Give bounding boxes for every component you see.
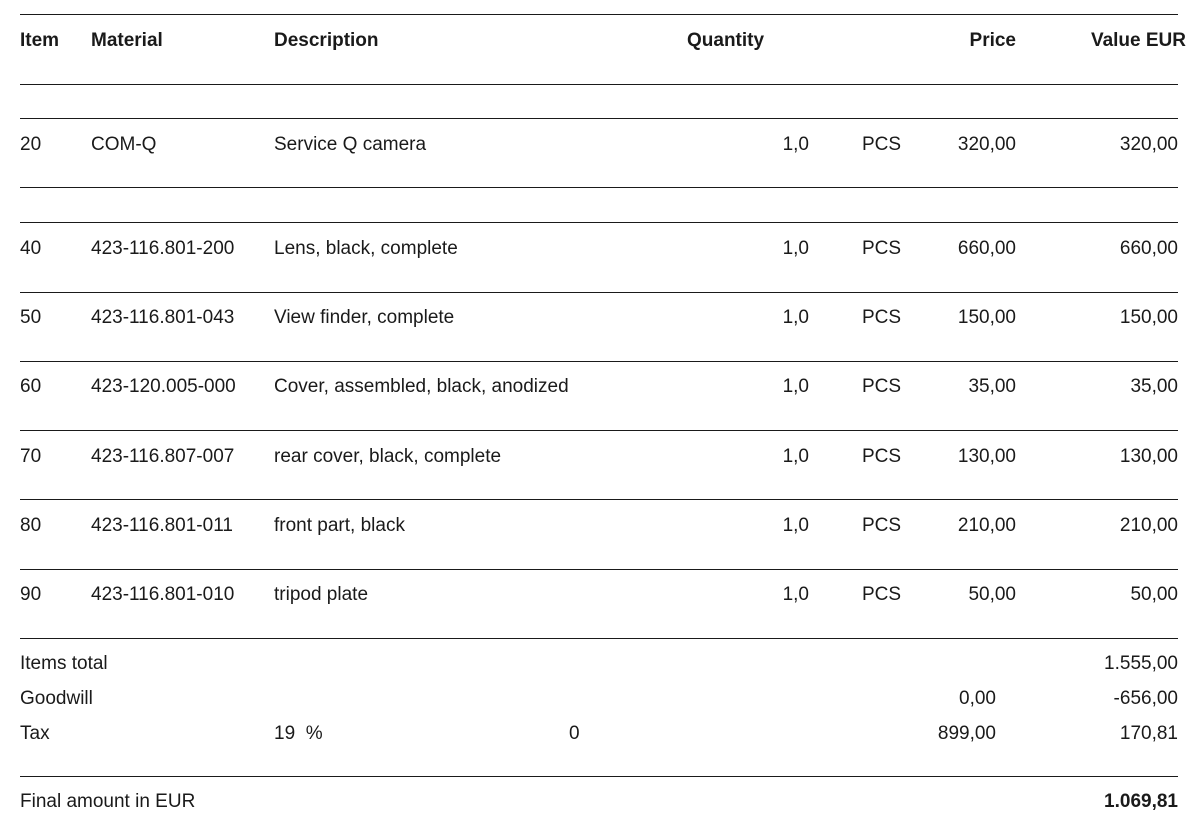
rule-row-90-bottom bbox=[20, 638, 1178, 639]
goodwill-label: Goodwill bbox=[20, 688, 93, 709]
row-item: 80 bbox=[20, 515, 42, 536]
row-description: Lens, black, complete bbox=[274, 238, 458, 259]
row-item: 50 bbox=[20, 307, 42, 328]
final-amount-value: 1.069,81 bbox=[1104, 791, 1178, 812]
row-material: COM-Q bbox=[91, 134, 157, 155]
row-unit: PCS bbox=[862, 446, 902, 467]
row-description: rear cover, black, complete bbox=[274, 446, 502, 467]
row-unit: PCS bbox=[862, 307, 902, 328]
rule-top bbox=[20, 14, 1178, 15]
header-description: Description bbox=[274, 30, 379, 51]
rule-row-50-bottom bbox=[20, 361, 1178, 362]
row-value: 150,00 bbox=[1119, 307, 1178, 328]
row-value: 50,00 bbox=[1130, 584, 1178, 605]
row-quantity: 1,0 bbox=[782, 446, 809, 467]
row-value: 320,00 bbox=[1119, 134, 1178, 155]
final-amount-label: Final amount in EUR bbox=[20, 791, 196, 812]
row-price: 320,00 bbox=[957, 134, 1016, 155]
row-price: 660,00 bbox=[957, 238, 1016, 259]
row-unit: PCS bbox=[862, 584, 902, 605]
row-material: 423-116.807-007 bbox=[91, 446, 235, 467]
header-quantity: Quantity bbox=[687, 30, 765, 51]
goodwill-value: -656,00 bbox=[1113, 688, 1178, 709]
row-quantity: 1,0 bbox=[782, 515, 809, 536]
row-unit: PCS bbox=[862, 238, 902, 259]
goodwill-base: 0,00 bbox=[959, 688, 996, 709]
row-item: 70 bbox=[20, 446, 42, 467]
tax-value: 170,81 bbox=[1119, 723, 1178, 744]
row-quantity: 1,0 bbox=[782, 376, 809, 397]
header-value: Value EUR bbox=[1090, 30, 1186, 51]
row-material: 423-116.801-043 bbox=[91, 307, 235, 328]
row-unit: PCS bbox=[862, 515, 902, 536]
items-total-label: Items total bbox=[20, 653, 108, 674]
row-description: front part, black bbox=[274, 515, 405, 536]
row-price: 35,00 bbox=[968, 376, 1016, 397]
header-item: Item bbox=[20, 30, 60, 51]
row-quantity: 1,0 bbox=[782, 238, 809, 259]
rule-row-80-bottom bbox=[20, 569, 1178, 570]
row-price: 50,00 bbox=[968, 584, 1016, 605]
row-quantity: 1,0 bbox=[782, 134, 809, 155]
row-material: 423-116.801-011 bbox=[91, 515, 233, 536]
row-description: Service Q camera bbox=[274, 134, 427, 155]
row-material: 423-120.005-000 bbox=[91, 376, 236, 397]
rule-row-20-top bbox=[20, 118, 1178, 119]
rule-row-40-bottom bbox=[20, 292, 1178, 293]
row-quantity: 1,0 bbox=[782, 307, 809, 328]
rule-summary-bottom bbox=[20, 776, 1178, 777]
rule-row-40-top bbox=[20, 222, 1178, 223]
header-material: Material bbox=[91, 30, 163, 51]
row-value: 130,00 bbox=[1119, 446, 1178, 467]
row-material: 423-116.801-200 bbox=[91, 238, 235, 259]
row-value: 35,00 bbox=[1130, 376, 1178, 397]
row-unit: PCS bbox=[862, 134, 902, 155]
header-price: Price bbox=[969, 30, 1016, 51]
row-quantity: 1,0 bbox=[782, 584, 809, 605]
row-price: 130,00 bbox=[957, 446, 1016, 467]
row-material: 423-116.801-010 bbox=[91, 584, 235, 605]
row-price: 150,00 bbox=[957, 307, 1016, 328]
rule-row-70-bottom bbox=[20, 499, 1178, 500]
rule-row-20-bottom bbox=[20, 187, 1178, 188]
rule-header-bottom bbox=[20, 84, 1178, 85]
tax-code: 0 bbox=[569, 723, 580, 744]
tax-label: Tax bbox=[20, 723, 50, 744]
items-total-value: 1.555,00 bbox=[1104, 653, 1178, 674]
row-value: 660,00 bbox=[1119, 238, 1178, 259]
row-description: Cover, assembled, black, anodized bbox=[274, 376, 569, 397]
tax-rate: 19 % bbox=[274, 723, 323, 744]
row-value: 210,00 bbox=[1119, 515, 1178, 536]
row-price: 210,00 bbox=[957, 515, 1016, 536]
rule-row-60-bottom bbox=[20, 430, 1178, 431]
row-description: View finder, complete bbox=[274, 307, 455, 328]
row-item: 20 bbox=[20, 134, 42, 155]
tax-base: 899,00 bbox=[937, 723, 996, 744]
row-unit: PCS bbox=[862, 376, 902, 397]
row-item: 40 bbox=[20, 238, 42, 259]
row-description: tripod plate bbox=[274, 584, 369, 605]
row-item: 90 bbox=[20, 584, 42, 605]
row-item: 60 bbox=[20, 376, 42, 397]
